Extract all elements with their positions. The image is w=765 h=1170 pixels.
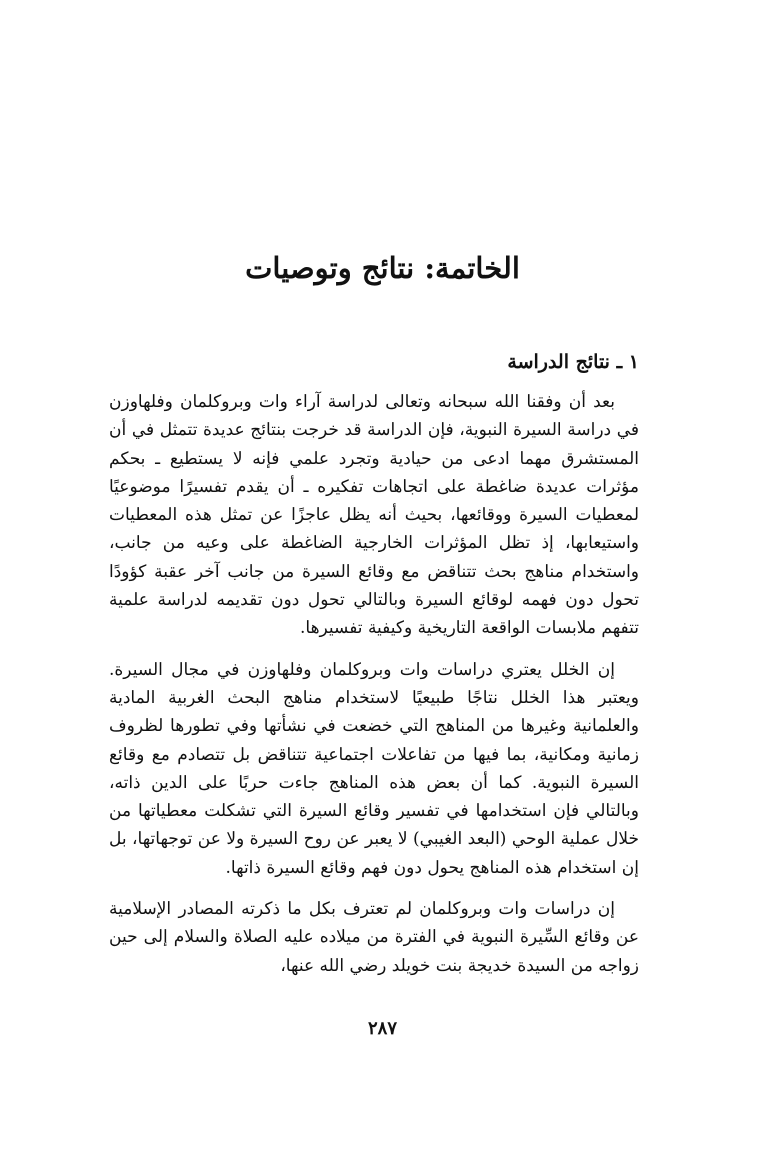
paragraph: بعد أن وفقنا الله سبحانه وتعالى لدراسة آراء وات وبروكلمان وفلهاوزن في دراسة السيرة النبوية، فإن الدراسة قد خرجت بنتائج عديدة تتمثل في أن المستشرق مهما ادعى من حيادية وتجرد علمي فإنه لا يستطيع ـ بحكم مؤثرات عديدة ضاغطة على اتجاهات تفكيره ـ أن يقدم تفسيرًا موضوعيًا لمعطيات السيرة ووقائعها، بحيث أنه يظل عاجزًا عن تمثل هذه المعطيات واستيعابها، إذ تظل المؤثرات الخارجية الضاغطة على وعيه من جانب، واستخدام مناهج بحث تتناقض مع وقائع السيرة من جانب آخر عقبة كؤودًا تحول دون فهمه لوقائع السيرة وبالتالي تحول دون تقديمه لدراسة علمية تتفهم ملابسات الواقعة التاريخية وكيفية تفسيرها. [109,392,639,639]
paragraph: إن الخلل يعتري دراسات وات وبروكلمان وفلهاوزن في مجال السيرة. ويعتبر هذا الخلل نتاجًا طبيعيًا لاستخدام مناهج البحث الغربية المادية والعلمانية وغيرها من المناهج التي خضعت في نشأتها وفي تطورها لظروف زمانية ومكانية، بما فيها من تفاعلات اجتماعية تتناقض بل تتصادم مع وقائع السيرة النبوية. كما أن بعض هذه المناهج جاءت حربًا على الدين ذاته، وبالتالي فإن استخدامها في تفسير وقائع السيرة التي تشكلت معطياتها من خلال عملية الوحي (البعد الغيبي) لا يعبر عن روح السيرة ولا عن توجهاتها، بل إن استخدام هذه المناهج يحول دون فهم وقائع السيرة ذاتها. [109,659,639,878]
page-number: ٢٨٧ [367,1018,397,1039]
section-heading: ١ ـ نتائج الدراسة [507,351,639,373]
chapter-title: الخاتمة: نتائج وتوصيات [245,251,520,285]
paragraph: إن دراسات وات وبروكلمان لم تعترف بكل ما ذكرته المصادر الإسلامية عن وقائع السِّيرة النبوية في الفترة من ميلاده عليه الصلاة والسلام إلى حين زواجه من السيدة خديجة بنت خويلد رضي الله عنها، [109,899,639,976]
body-text [109,388,639,993]
